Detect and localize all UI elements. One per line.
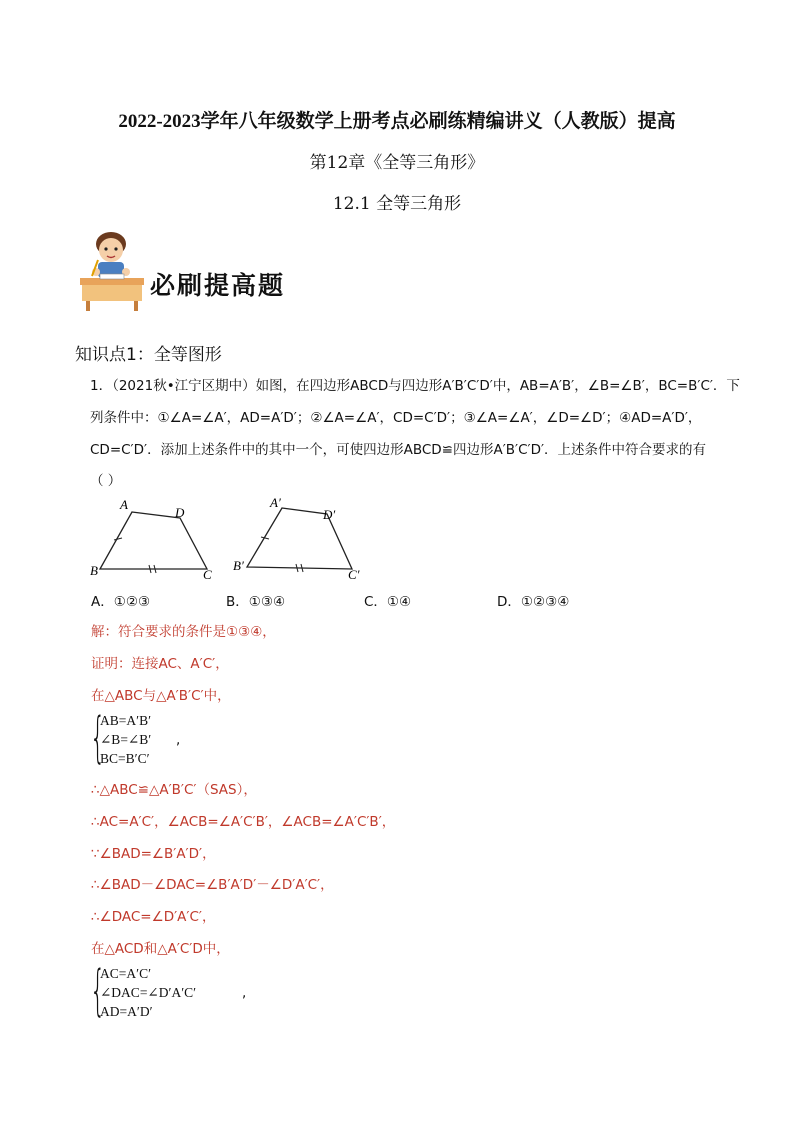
system-1-comma: , — [176, 732, 181, 748]
system-2-line-3: AD=A′D′ — [100, 1004, 153, 1019]
system-1-line-2: ∠B=∠B′ — [100, 732, 152, 747]
label-c: C — [203, 567, 212, 582]
label-a-prime: A′ — [270, 495, 281, 510]
system-1-line-3: BC=B′C′ — [100, 751, 150, 766]
proof-corresponding-parts: ∴AC=A′C′，∠ACB=∠A′C′B′，∠ACB=∠A′C′B′， — [91, 814, 396, 830]
proof-triangles-intro-text: 在△ABC与△A′B′C′中， — [91, 688, 231, 704]
student-desk-icon — [78, 228, 148, 312]
proof-second-triangles: 在△ACD和△A′C′D中， — [91, 941, 230, 957]
banner-title: 必刷提高题 — [150, 271, 286, 300]
document-title: 2022-2023学年八年级数学上册考点必刷练精编讲义（人教版）提高 — [118, 111, 676, 132]
quadrilateral-abcd — [90, 497, 212, 582]
option-d: D．①②③④ — [497, 594, 570, 610]
proof-triangles-intro — [91, 685, 231, 707]
equation-system-1 — [90, 706, 250, 771]
option-c: C．①④ — [364, 594, 412, 610]
label-c-prime: C′ — [348, 567, 360, 582]
section-title: 12.1 全等三角形 — [332, 194, 462, 214]
question-line-3: CD=C′D′．添加上述条件中的其中一个，可使四边形ABCD≌四边形A′B′C′D′．上述条件中符合要求的有 — [90, 442, 707, 458]
label-d-prime: D′ — [323, 507, 336, 522]
knowledge-point-heading: 知识点1：全等图形 — [75, 345, 222, 365]
proof-start — [91, 653, 229, 675]
system-1-line-1: AB=A′B′ — [100, 713, 152, 728]
option-b: B．①③④ — [226, 594, 286, 610]
question-line-1: 1．（2021秋•江宁区期中）如图，在四边形ABCD与四边形A′B′C′D′中，AB=A′B′，∠B=∠B′，BC=B′C′．下 — [90, 378, 740, 394]
proof-angle-given: ∵∠BAD=∠B′A′D′， — [91, 846, 216, 862]
label-b-prime: B′ — [233, 558, 244, 573]
brace-icon: { — [90, 706, 106, 769]
proof-congruence: ∴△ABC≌△A′B′C′（SAS）， — [91, 782, 257, 798]
system-2-line-1: AC=A′C′ — [100, 966, 152, 981]
system-2-line-2: ∠DAC=∠D′A′C′ — [100, 985, 197, 1000]
option-a: A．①②③ — [91, 594, 151, 610]
label-d: D — [175, 505, 185, 520]
proof-start-text: 证明：连接AC、A′C′， — [91, 656, 229, 672]
brace-icon: { — [90, 959, 106, 1022]
proof-angle-subtract: ∴∠BAD－∠DAC=∠B′A′D′－∠D′A′C′， — [91, 877, 334, 893]
label-a: A — [120, 497, 128, 512]
chapter-title: 第12章《全等三角形》 — [309, 153, 485, 173]
system-2-comma: , — [242, 985, 247, 1001]
quadrilateral-a-prime-b-prime-c-prime-d-prime — [233, 495, 360, 582]
question-line-2: 列条件中：①∠A=∠A′，AD=A′D′；②∠A=∠A′，CD=C′D′；③∠A=∠A′，∠D=∠D′；④AD=A′D′， — [90, 410, 702, 426]
solution-answer: 解：符合要求的条件是①③④， — [91, 624, 276, 640]
label-b: B — [90, 563, 98, 578]
question-answer-blank: （ ） — [90, 473, 122, 489]
quadrilateral-figure — [85, 495, 385, 587]
proof-angle-equal: ∴∠DAC=∠D′A′C′， — [91, 909, 216, 925]
